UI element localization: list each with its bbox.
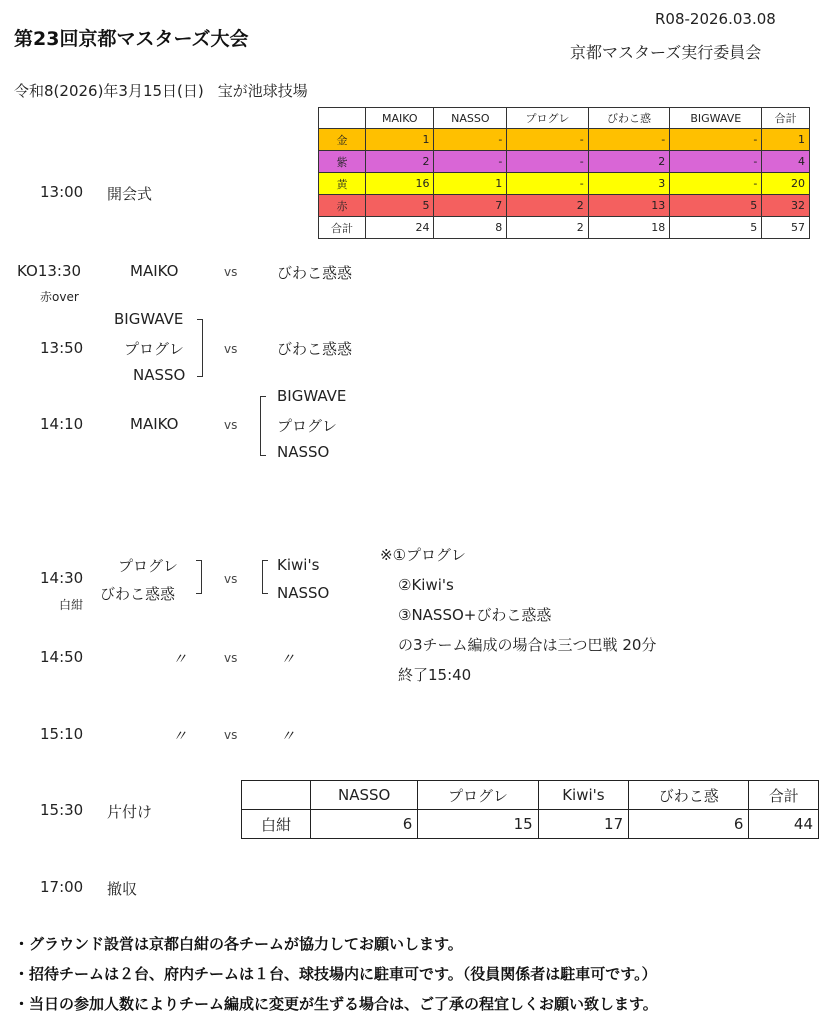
organizer: 京都マスターズ実行委員会 [570, 43, 762, 62]
match2-team-left-2: プログレ [124, 340, 185, 358]
table-cell: 16 [366, 173, 434, 195]
footer-note-2: ・招待チームは２台、府内チームは１台、球技場内に駐車可です。（役員関係者は駐車可です。） [14, 965, 657, 983]
match2-team-right: びわこ惑惑 [277, 340, 353, 358]
page-title: 第23回京都マスターズ大会 [14, 28, 249, 50]
table-cell: 44 [749, 810, 819, 839]
match6-time: 15:10 [40, 725, 84, 743]
opening-time: 13:00 [40, 183, 84, 201]
table-header-cell: プログレ [418, 781, 538, 810]
match1-vs: vs [224, 265, 238, 279]
match1-team-left: MAIKO [130, 262, 179, 280]
table-total-row [319, 217, 810, 239]
table-cell: 15 [418, 810, 538, 839]
match3-team-right-3: NASSO [277, 443, 330, 461]
table-cell: 5 [670, 195, 762, 217]
row-label: 合計 [319, 217, 366, 239]
match1-time: KO13:30 [17, 262, 82, 280]
table-header-cell: Kiwi's [538, 781, 628, 810]
match4-time: 14:30 [40, 569, 84, 587]
table-cell: - [507, 129, 588, 151]
table-cell: - [507, 151, 588, 173]
table-header-cell: びわこ惑 [629, 781, 749, 810]
cleanup-event: 片付け [107, 803, 153, 821]
match2-team-left-1: BIGWAVE [114, 310, 184, 328]
table-cell: - [507, 173, 588, 195]
table-cell: - [670, 129, 762, 151]
match5-vs: vs [224, 651, 238, 665]
footer-note-3: ・当日の参加人数によりチーム編成に変更が生ずる場合は、ご了承の程宜しくお願い致します。 [14, 995, 658, 1013]
table-cell: 6 [629, 810, 749, 839]
table-cell: 5 [366, 195, 434, 217]
table-cell: 24 [366, 217, 434, 239]
table-header-cell: MAIKO [366, 108, 434, 129]
table-header-cell: NASSO [434, 108, 507, 129]
table-cell: 5 [670, 217, 762, 239]
note-line-2: ②Kiwi's [398, 576, 454, 594]
table-cell: 1 [434, 173, 507, 195]
match3-right-bracket [260, 396, 266, 456]
match6-vs: vs [224, 728, 238, 742]
match4-right-bracket [262, 560, 268, 594]
match4-vs: vs [224, 572, 238, 586]
table-cell: 3 [588, 173, 669, 195]
table-header-row [242, 781, 819, 810]
footer-note-1: ・グラウンド設営は京都白紺の各チームが協力してお願いします。 [14, 935, 463, 953]
table-header-cell [242, 781, 311, 810]
reference-code: R08-2026.03.08 [655, 10, 776, 28]
withdraw-event: 撤収 [107, 880, 138, 898]
match1-note: 赤over [40, 290, 79, 304]
match4-note: 白紺 [59, 598, 84, 612]
match3-team-left: MAIKO [130, 415, 179, 433]
row-label: 白紺 [242, 810, 311, 839]
table-cell: 1 [762, 129, 810, 151]
match4-team-left-2: びわこ惑惑 [100, 585, 176, 603]
table-cell: 32 [762, 195, 810, 217]
event-date: 令和8(2026)年3月15日(日) [14, 82, 204, 100]
table-cell: 1 [366, 129, 434, 151]
table-cell: 57 [762, 217, 810, 239]
table-header-cell: プログレ [507, 108, 588, 129]
shirokon-count-table [241, 780, 819, 839]
match5-team-left: 〃 [172, 650, 188, 668]
cleanup-time: 15:30 [40, 801, 84, 819]
match2-vs: vs [224, 342, 238, 356]
opening-event: 開会式 [107, 185, 153, 203]
row-label: 金 [319, 129, 366, 151]
match1-team-right: びわこ惑惑 [277, 264, 353, 282]
table-cell: 7 [434, 195, 507, 217]
table-cell: - [434, 129, 507, 151]
match3-team-right-1: BIGWAVE [277, 387, 347, 405]
table-cell: 17 [538, 810, 628, 839]
row-label: 赤 [319, 195, 366, 217]
table-header-cell: BIGWAVE [670, 108, 762, 129]
match2-team-left-3: NASSO [133, 366, 186, 384]
table-cell: 20 [762, 173, 810, 195]
table-cell: 2 [366, 151, 434, 173]
note-line-3: ③NASSO+びわこ惑惑 [398, 606, 552, 624]
date-venue-line [14, 80, 308, 101]
withdraw-time: 17:00 [40, 878, 84, 896]
table-header-cell: 合計 [749, 781, 819, 810]
match6-team-left: 〃 [172, 727, 188, 745]
match6-team-right: 〃 [280, 727, 296, 745]
match5-team-right: 〃 [280, 650, 296, 668]
row-label: 紫 [319, 151, 366, 173]
table-cell: - [670, 173, 762, 195]
match2-left-bracket [197, 319, 203, 377]
match3-vs: vs [224, 418, 238, 432]
table-row [319, 195, 810, 217]
match3-team-right-2: プログレ [277, 417, 338, 435]
table-header-cell: 合計 [762, 108, 810, 129]
table-header-cell: びわこ惑 [588, 108, 669, 129]
row-label: 黄 [319, 173, 366, 195]
color-count-table [318, 107, 810, 239]
table-header-row [319, 108, 810, 129]
table-cell: 18 [588, 217, 669, 239]
match4-left-bracket [196, 560, 202, 594]
match2-time: 13:50 [40, 339, 84, 357]
table-cell: - [588, 129, 669, 151]
note-line-5: 終了15:40 [398, 666, 472, 684]
table-cell: 2 [507, 217, 588, 239]
note-line-4: の3チーム編成の場合は三つ巴戦 20分 [398, 636, 657, 654]
event-venue: 宝が池球技場 [217, 82, 308, 100]
match3-time: 14:10 [40, 415, 84, 433]
table-header-cell: NASSO [311, 781, 418, 810]
match4-team-right-2: NASSO [277, 584, 330, 602]
table-row [319, 129, 810, 151]
match4-team-left-1: プログレ [118, 557, 179, 575]
table-row [319, 173, 810, 195]
table-cell: 2 [507, 195, 588, 217]
table-cell: - [670, 151, 762, 173]
table-cell: 2 [588, 151, 669, 173]
table-row [242, 810, 819, 839]
table-row [319, 151, 810, 173]
table-header-cell [319, 108, 366, 129]
match5-time: 14:50 [40, 648, 84, 666]
note-line-1: ※①プログレ [380, 546, 467, 564]
match4-team-right-1: Kiwi's [277, 556, 320, 574]
table-cell: - [434, 151, 507, 173]
table-cell: 6 [311, 810, 418, 839]
table-cell: 4 [762, 151, 810, 173]
table-cell: 8 [434, 217, 507, 239]
table-cell: 13 [588, 195, 669, 217]
